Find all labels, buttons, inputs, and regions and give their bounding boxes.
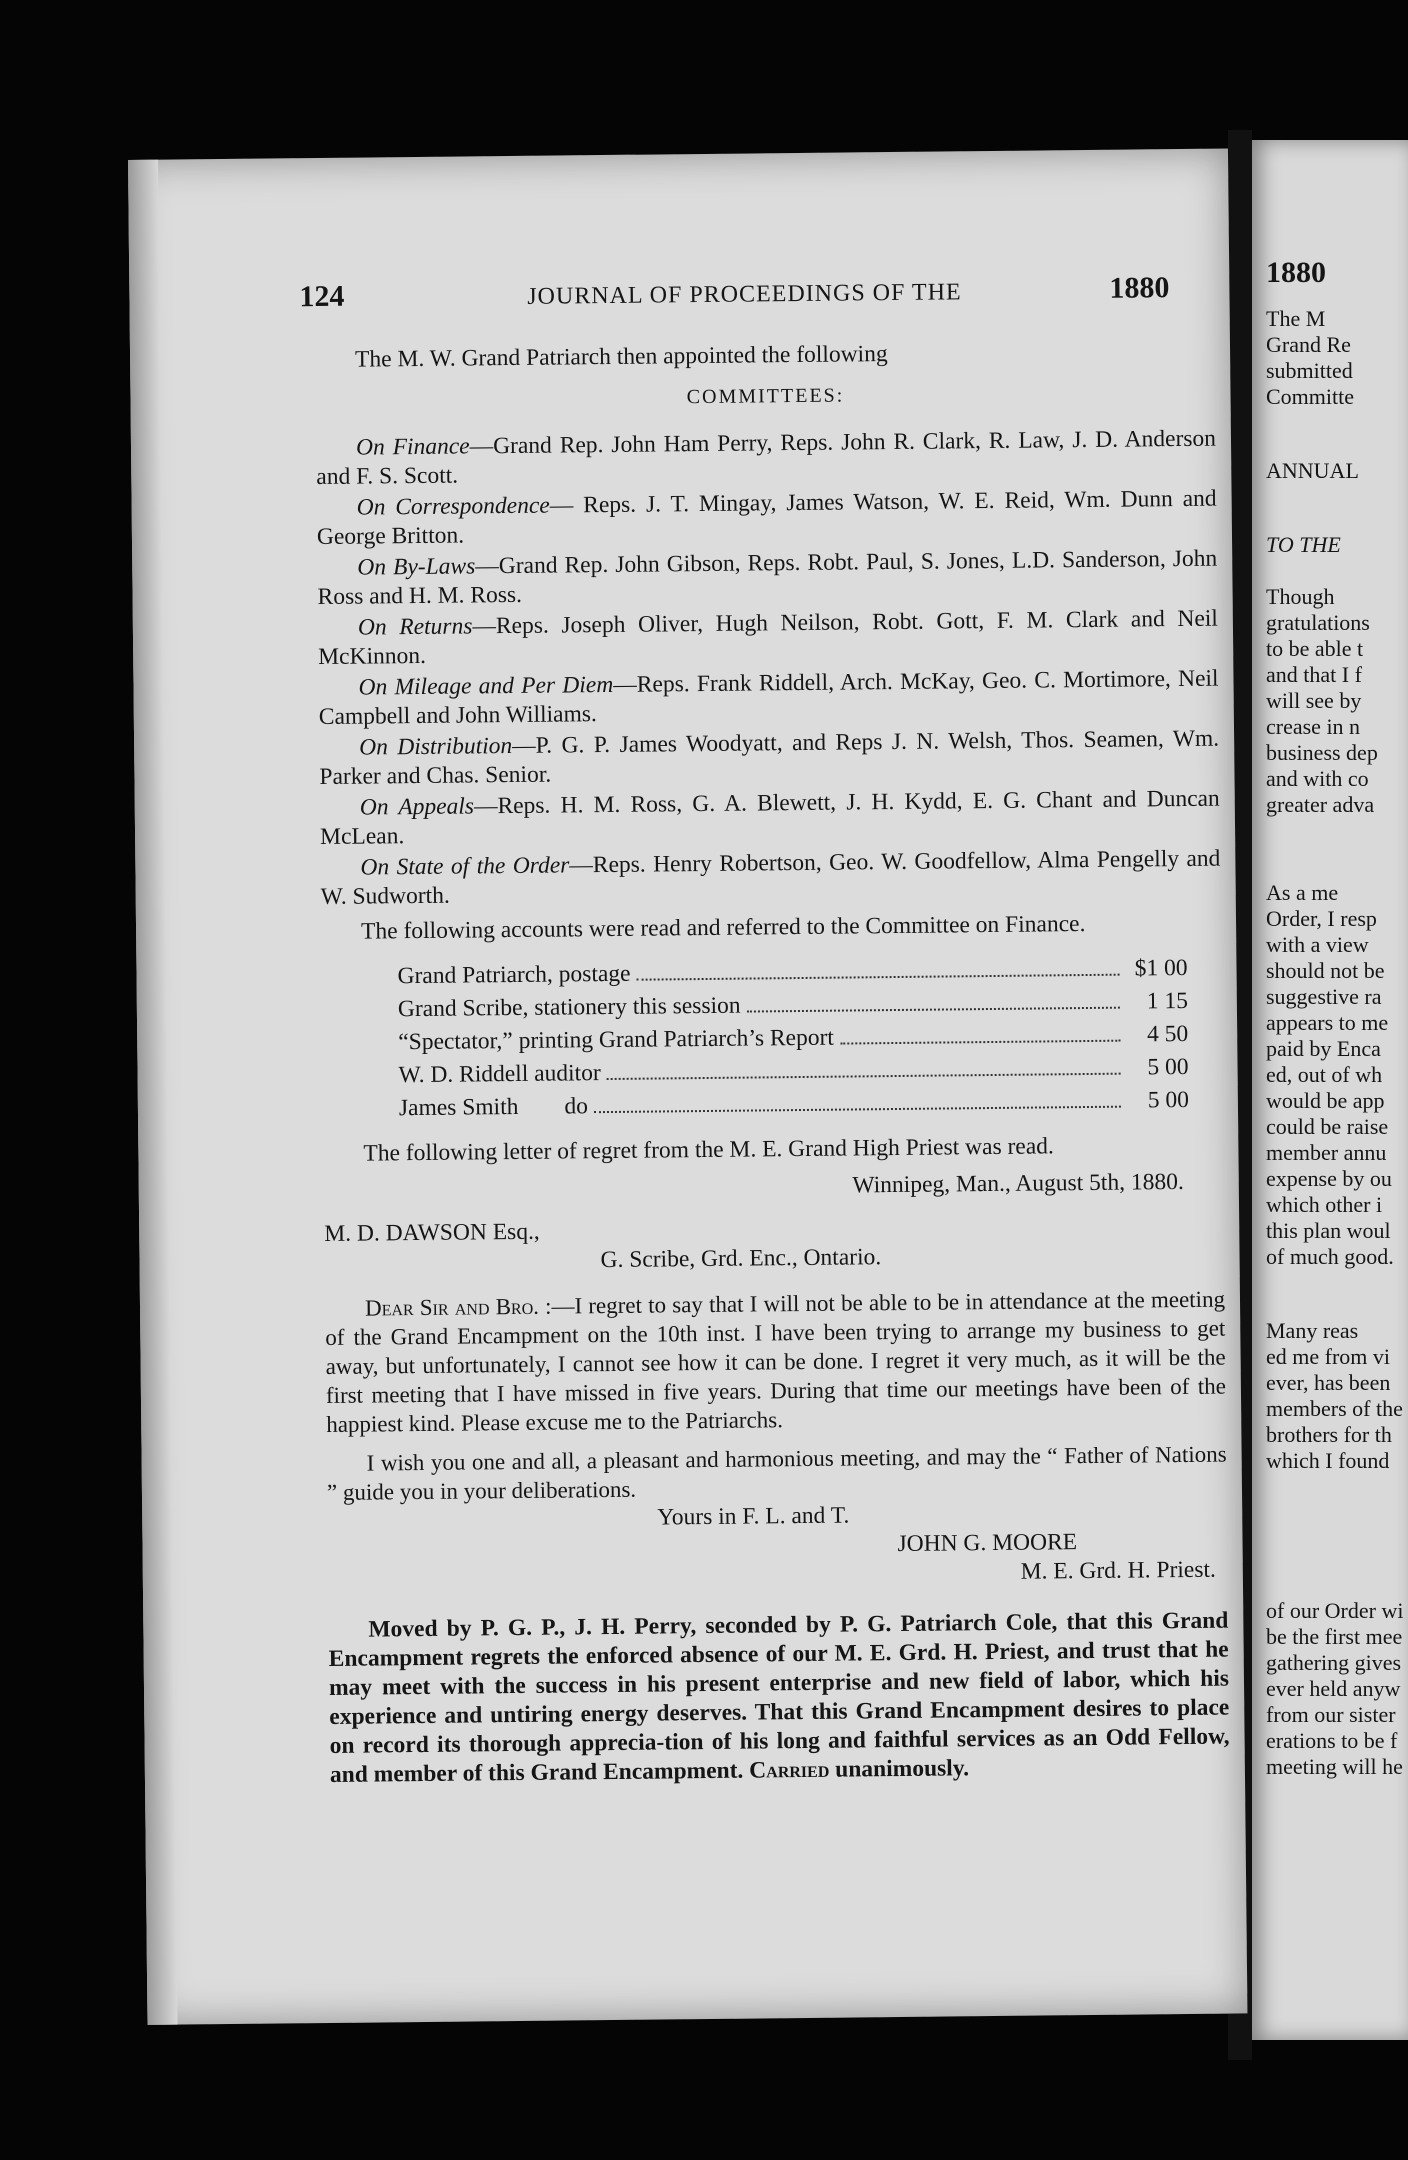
leader-dots	[607, 1073, 1121, 1080]
right-line: with a view	[1266, 932, 1369, 957]
accounts-list	[397, 952, 1189, 1125]
right-line: ever held anyw	[1266, 1676, 1401, 1701]
committee-item	[319, 725, 1220, 792]
letter-signature-title: M. E. Grd. H. Priest.	[1020, 1556, 1216, 1585]
right-line: which other i	[1266, 1192, 1383, 1217]
right-line: expense by ou	[1266, 1166, 1392, 1191]
committee-name: On Mileage and Per Diem	[358, 671, 614, 701]
right-line: paid by Enca	[1266, 1036, 1381, 1061]
account-amount: 5 00	[1147, 1053, 1189, 1081]
committee-members: —Reps. Joseph Oliver, Hugh Neilson, Robt. Gott, F. M. Clark and Neil McKinnon.	[318, 605, 1218, 671]
committee-members: —P. G. P. James Woodyatt, and Reps J. N. Welsh, Thos. Seamen, Wm. Parker and Chas. Senior.	[319, 725, 1220, 791]
account-label: Grand Scribe, stationery this session	[397, 992, 741, 1023]
right-line: crease in n	[1266, 714, 1361, 739]
letter-addressee: M. D. DAWSON Esq.,	[324, 1218, 540, 1248]
motion-carried: Carried	[749, 1756, 830, 1784]
page-number: 124	[299, 279, 345, 314]
account-label: James Smith	[398, 1093, 519, 1122]
account-amount: 5 00	[1147, 1086, 1190, 1114]
right-line: Though	[1266, 584, 1335, 609]
letter-salutation: Dear Sir and Bro.	[364, 1293, 540, 1321]
account-amount: $1 00	[1134, 954, 1188, 982]
leader-dots	[637, 974, 1120, 981]
letter-closing: Yours in F. L. and T.	[657, 1502, 850, 1531]
right-line: brothers for th	[1266, 1422, 1392, 1447]
committee-members: — Reps. J. T. Mingay, James Watson, W. E. Reid, Wm. Dunn and George Britton.	[316, 485, 1217, 551]
right-line: should not be	[1266, 958, 1385, 983]
committee-item	[318, 665, 1219, 732]
right-line: from our sister	[1266, 1702, 1396, 1727]
letter-body-text: :—I regret to say that I will not be able to be in attendance at the meeting of the Grand Encampment on the 10th inst. I have been trying to arrange my business to get away, but unfortunately, I cannot see how it can be done. I regret it very much, as it will be the first meeting that I have missed in five years. During that time our meetings have been of the happiest kind. Please excuse me to the Patriarchs.	[325, 1286, 1227, 1437]
right-line: ed me from vi	[1266, 1344, 1391, 1369]
right-line: greater adva	[1266, 792, 1375, 817]
right-line: will see by	[1266, 688, 1362, 713]
committee-item	[320, 845, 1221, 912]
right-line: Grand Re	[1266, 332, 1351, 357]
right-page-year: 1880	[1266, 256, 1326, 289]
committee-members: —Grand Rep. John Ham Perry, Reps. John R. Clark, R. Law, J. D. Anderson and F. S. Scott.	[316, 425, 1217, 491]
leader-dots	[840, 1040, 1120, 1045]
right-line: be the first mee	[1266, 1624, 1403, 1649]
committee-name: On By-Laws	[357, 553, 476, 581]
committee-name: On State of the Order	[360, 852, 570, 881]
right-subheading: TO THE	[1266, 532, 1341, 557]
right-line: could be raise	[1266, 1114, 1389, 1139]
accounts-intro: The following accounts were read and referred to the Committee on Finance.	[360, 911, 1086, 945]
right-line: submitted	[1266, 358, 1353, 383]
account-label: W. D. Riddell auditor	[398, 1060, 601, 1089]
committee-item	[317, 485, 1218, 552]
right-page-fragment	[1252, 140, 1408, 2040]
right-line: ever, has been	[1266, 1370, 1391, 1395]
right-line: gathering gives	[1266, 1650, 1402, 1675]
account-amount: 1 15	[1146, 987, 1189, 1015]
committee-item	[320, 785, 1221, 852]
right-line: to be able t	[1266, 636, 1364, 661]
letter-body-2: I wish you one and all, a pleasant and harmonious meeting, and may the “ Father of Nations ” guide you in your deliberations.	[326, 1441, 1227, 1505]
account-amount: 4 50	[1146, 1020, 1189, 1048]
right-line: The M	[1266, 306, 1326, 331]
letter-addressee-title: G. Scribe, Grd. Enc., Ontario.	[600, 1244, 882, 1274]
motion-paragraph	[328, 1607, 1230, 1790]
right-line: erations to be f	[1266, 1728, 1398, 1753]
right-line: ed, out of wh	[1266, 1062, 1383, 1087]
account-row	[399, 1084, 1189, 1125]
running-title: JOURNAL OF PROCEEDINGS OF THE	[527, 279, 962, 310]
letter-body	[325, 1285, 1226, 1439]
letter-intro: The following letter of regret from the M. E. Grand High Priest was read.	[363, 1133, 1054, 1167]
committee-members: —Reps. Henry Robertson, Geo. W. Goodfellow, Alma Pengelly and W. Sudworth.	[320, 845, 1221, 911]
right-line: appears to me	[1266, 1010, 1389, 1035]
right-line: meeting will he	[1266, 1754, 1403, 1779]
committee-list	[316, 425, 1221, 912]
leader-dots	[747, 1007, 1120, 1013]
right-line: gratulations	[1266, 610, 1370, 635]
committees-heading: COMMITTEES:	[686, 384, 845, 409]
right-line: of our Order wi	[1266, 1598, 1404, 1623]
right-line: As a me	[1266, 880, 1339, 905]
committee-item	[316, 425, 1217, 492]
header-year: 1880	[1109, 271, 1170, 305]
committee-name: On Appeals	[359, 793, 475, 821]
committee-members: —Reps. H. M. Ross, G. A. Blewett, J. H. Kydd, E. G. Chant and Duncan McLean.	[319, 785, 1220, 851]
committee-item	[318, 605, 1219, 672]
right-line: business dep	[1266, 740, 1378, 765]
account-ditto: do	[564, 1093, 589, 1120]
committee-members: —Grand Rep. John Gibson, Reps. Robt. Paul, S. Jones, L.D. Sanderson, John Ross and H. M. Ross.	[317, 545, 1218, 611]
right-line: Committe	[1266, 384, 1354, 409]
committee-name: On Distribution	[359, 733, 513, 761]
letter-place-date: Winnipeg, Man., August 5th, 1880.	[852, 1169, 1184, 1199]
committee-name: On Correspondence	[356, 492, 550, 521]
left-page	[128, 148, 1247, 2024]
right-line: would be app	[1266, 1088, 1385, 1113]
right-line: this plan woul	[1266, 1218, 1391, 1243]
right-line: member annu	[1266, 1140, 1387, 1165]
leader-dots	[594, 1106, 1121, 1114]
right-line: suggestive ra	[1266, 984, 1382, 1009]
right-line: and with co	[1266, 766, 1369, 791]
motion-text-end: unanimously.	[829, 1755, 970, 1783]
right-line: Many reas	[1266, 1318, 1359, 1343]
committee-item	[317, 545, 1218, 612]
account-label: “Spectator,” printing Grand Patriarch’s Report	[398, 1024, 835, 1056]
running-header	[299, 271, 1189, 314]
right-line: members of the	[1266, 1396, 1403, 1421]
committee-name: On Returns	[357, 613, 473, 641]
right-line: and that I f	[1266, 662, 1362, 687]
letter-signature: JOHN G. MOORE	[897, 1529, 1078, 1558]
intro-line: The M. W. Grand Patriarch then appointed the following	[354, 341, 888, 373]
right-line: which I found	[1266, 1448, 1390, 1473]
right-line: of much good.	[1266, 1244, 1394, 1269]
right-heading: ANNUAL	[1266, 458, 1359, 483]
motion-text: Moved by P. G. P., J. H. Perry, seconded by P. G. Patriarch Cole, that this Grand Encampment regrets the enforced absence of our M. E. Grd. H. Priest, and trust that he may meet with the success in his present enterprise and new field of labor, which his experience and untiring energy deserves. That this Grand Encampment desires to place on record its thorough apprecia-tion of his long and faithful services as an Odd Fellow, and member of this Grand Encampment.	[328, 1607, 1230, 1788]
page-edge-shadow	[128, 160, 178, 2025]
committee-members: —Reps. Frank Riddell, Arch. McKay, Geo. C. Mortimore, Neil Campbell and John Williams.	[318, 665, 1219, 731]
committee-name: On Finance	[355, 433, 470, 461]
right-page-text	[1266, 256, 1408, 1780]
page-body	[315, 337, 1230, 1790]
account-label: Grand Patriarch, postage	[397, 960, 631, 990]
right-line: Order, I resp	[1266, 906, 1377, 931]
